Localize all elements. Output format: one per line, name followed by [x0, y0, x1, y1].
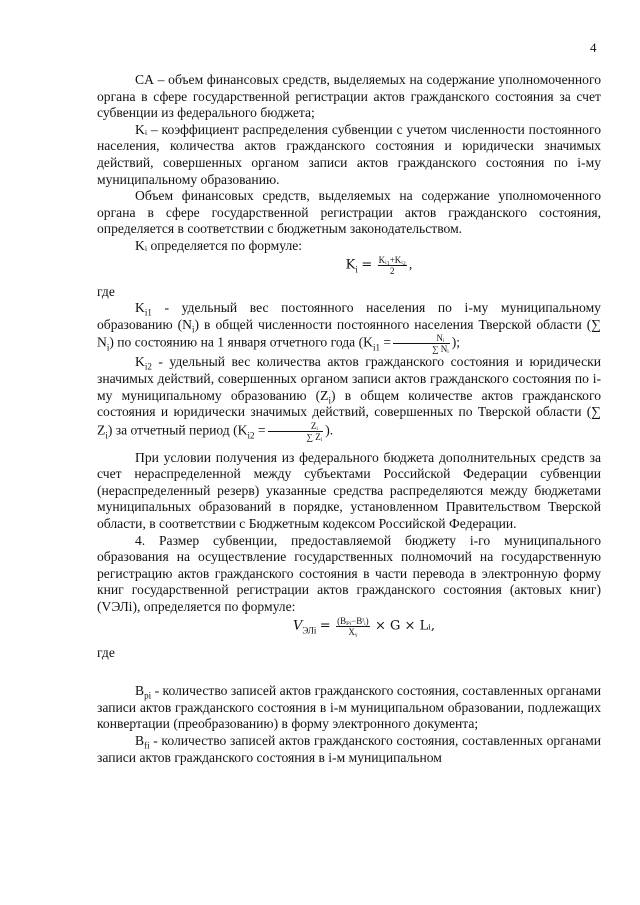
ki2-text-c: ) за отчетный период (K [107, 422, 248, 438]
ki1-fraction [393, 333, 450, 354]
formula-vel-lhs: V [293, 618, 303, 634]
paragraph-ki: Kᵢ – коэффициент распределения субвенции с учетом численности постоянного населения, количества актов гражданского состояния и юридически значимых действий, совершенных органом записи актов гражданского состояния по i-му муниципальному образованию. [97, 121, 601, 187]
formula-ki-tail: , [408, 256, 413, 272]
ki1-k-sub: i1 [372, 342, 380, 353]
bpi-symbol: B [135, 683, 145, 699]
paragraph-reserve: При условии получения из федерального бюджета дополнительных средств за счет нераспределенной между субъектами Российской Федерации субвенции (нераспределенный резерв) указанные средства распределяются между бюджетами муниципальных образований в порядке, установленном Правительством Тверской области, в соответствии с Бюджетным кодексом Российской Федерации. [97, 449, 601, 532]
paragraph-bpi [97, 683, 601, 733]
formula-ki-numerator: Kᵢ₁+Kᵢ₂ [378, 254, 406, 265]
ki2-k-sub: i2 [247, 430, 255, 441]
formula-vel-numerator: (Bₚᵢ−Bᶠᵢ) [337, 615, 369, 626]
ki1-eq: = [383, 334, 392, 350]
formula-ki-lhs-sub: i [355, 263, 358, 274]
ki1-text-a: - удельный вес постоянного населения по i-му муниципальному образованию (N [97, 300, 601, 332]
ki1-text-b: ) в общей численности постоянного населения Тверской области (∑ N [97, 316, 601, 350]
ki2-tail: ). [325, 422, 334, 438]
ki2-fraction-num: Zᵢ [268, 421, 324, 432]
ki1-sub: i1 [144, 307, 152, 318]
paragraph-bfi [97, 733, 601, 766]
ki1-text-c: ) по состоянию на 1 января отчетного года (K [109, 334, 373, 350]
ki2-sumzi-sub: i [105, 430, 108, 441]
formula-vel-lhs-sub: ЭЛi [302, 624, 317, 635]
bpi-text: - количество записей актов гражданского состояния, составленных органами записи актов гражданского состояния в i-м муниципальном образовании, подлежащих конвертации (преобразованию) в форму электронного документа; [97, 683, 601, 732]
paragraph-item-4: 4. Размер субвенции, предоставляемой бюджету i-го муниципального образования на осуществление государственных полномочий на государственную регистрацию актов гражданского состояния в части перевода в электронную форму книг государственной регистрации актов гражданского состояния (актовых книг) (VЭЛi), определяется по формуле: [97, 532, 601, 615]
formula-ki [157, 255, 601, 276]
ki2-zi-sub: i [328, 395, 331, 406]
bfi-symbol: B [135, 733, 145, 748]
formula-vel-denominator: Xᵧ [348, 626, 358, 637]
bpi-sub: pi [144, 690, 152, 701]
formula-ki-fraction [378, 255, 407, 276]
where-label-1: где [97, 283, 115, 299]
ki2-text-b: ) в общем количестве актов гражданского состояния и юридически значимых действий, совершенных по Тверской области (∑ Z [97, 387, 602, 438]
bfi-text: - количество записей актов гражданского состояния, составленных органами записи актов гражданского состояния в i-м муниципальном [97, 733, 601, 765]
paragraph-ki1 [97, 300, 601, 354]
formula-vel [127, 616, 601, 637]
ki1-sumni-sub: i [106, 342, 110, 353]
formula-vel-tail: × G × Lᵢ, [375, 618, 435, 634]
paragraph-ki2 [97, 354, 601, 441]
formula-ki-eq: = [361, 257, 373, 273]
ki2-text-a: - удельный вес количества актов гражданского состояния и юридически значимых действий, совершенных органом записи актов гражданского состояния по i-му муниципальному образованию (Z [97, 354, 602, 403]
ki2-fraction-den: ∑ Zᵢ [306, 431, 323, 442]
formula-ki-denominator: 2 [390, 265, 395, 276]
ki1-symbol: K [135, 300, 145, 316]
where-label-2: где [97, 644, 115, 660]
ki1-tail: ); [451, 334, 461, 350]
ki1-ni-sub: i [191, 324, 195, 335]
bfi-sub: fi [144, 740, 150, 751]
page-number: 4 [590, 40, 597, 55]
paragraph-ca: CА – объем финансовых средств, выделяемых на содержание уполномоченного органа в сфере государственной регистрации актов гражданского состояния за счет субвенции из федерального бюджета; [97, 72, 601, 121]
paragraph-ki-formula-intro: Kᵢ определяется по формуле: [135, 237, 303, 253]
formula-vel-eq: = [319, 618, 331, 634]
ki1-fraction-den: ∑ Nᵢ [432, 344, 449, 355]
document-body [97, 72, 601, 766]
ki1-fraction-num: Nᵢ [393, 333, 450, 344]
ki2-sub: i2 [144, 362, 152, 373]
paragraph-volume: Объем финансовых средств, выделяемых на содержание уполномоченного органа в сфере государственной регистрации актов гражданского состояния, определяется в соответствии с бюджетным законодательством. [97, 188, 601, 237]
formula-vel-fraction [336, 616, 370, 637]
ki2-fraction [268, 421, 324, 442]
ki2-symbol: K [135, 354, 145, 370]
formula-ki-lhs: K [345, 257, 356, 273]
ki2-eq: = [257, 422, 266, 438]
